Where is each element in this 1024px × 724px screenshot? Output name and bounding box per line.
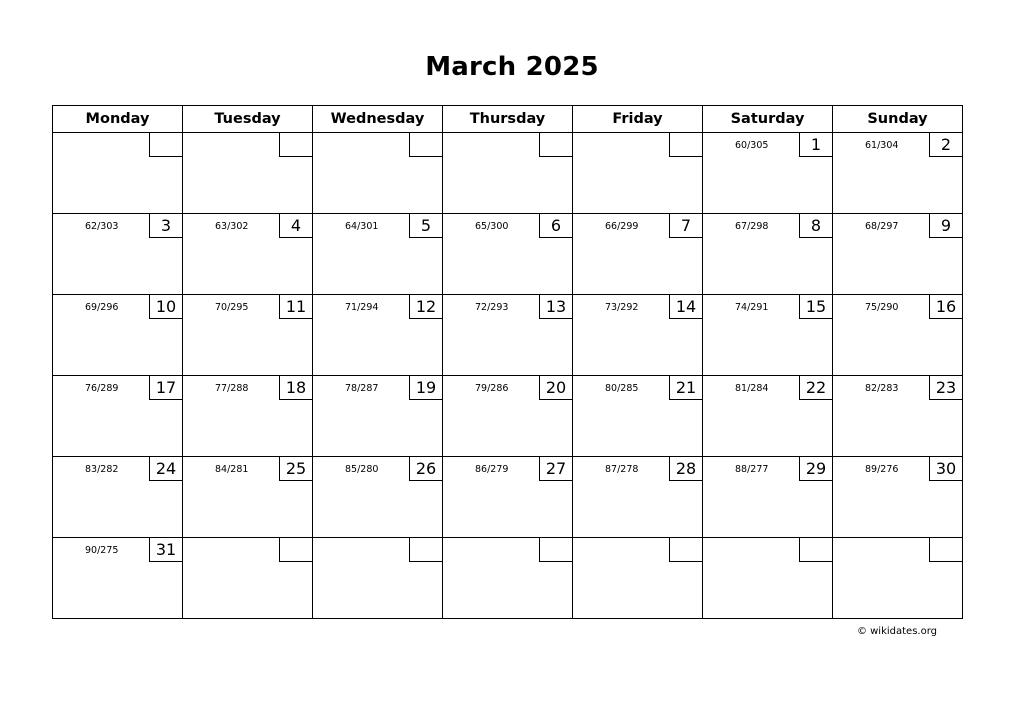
day-number-box (149, 132, 183, 157)
day-of-year-label: 68/297 (865, 221, 899, 232)
day-of-year-label: 90/275 (85, 545, 119, 556)
day-cell (573, 538, 703, 619)
day-number-box (539, 132, 573, 157)
weekday-header: Tuesday (183, 106, 313, 133)
day-of-year-label: 79/286 (475, 383, 509, 394)
day-number-box: 29 (799, 456, 833, 481)
day-number-box (799, 537, 833, 562)
day-number-box (409, 537, 443, 562)
day-of-year-label: 62/303 (85, 221, 119, 232)
day-number-box: 17 (149, 375, 183, 400)
day-cell (833, 457, 963, 538)
week-row (53, 133, 963, 214)
day-cell (573, 214, 703, 295)
day-of-year-label: 69/296 (85, 302, 119, 313)
day-number-box: 28 (669, 456, 703, 481)
day-of-year-label: 72/293 (475, 302, 509, 313)
day-number-box: 8 (799, 213, 833, 238)
copyright-footer: © wikidates.org (856, 626, 937, 637)
day-cell (573, 457, 703, 538)
day-cell (183, 457, 313, 538)
day-of-year-label: 80/285 (605, 383, 639, 394)
day-cell (313, 457, 443, 538)
day-number-box: 5 (409, 213, 443, 238)
day-number-box: 10 (149, 294, 183, 319)
calendar-body (53, 133, 963, 619)
day-cell (573, 295, 703, 376)
day-number-box (279, 132, 313, 157)
day-number-box: 16 (929, 294, 963, 319)
day-number-box: 26 (409, 456, 443, 481)
day-of-year-label: 66/299 (605, 221, 639, 232)
day-number-box: 13 (539, 294, 573, 319)
day-of-year-label: 73/292 (605, 302, 639, 313)
day-cell (703, 214, 833, 295)
day-number-box: 7 (669, 213, 703, 238)
day-cell (703, 133, 833, 214)
day-number-box: 24 (149, 456, 183, 481)
day-cell (443, 457, 573, 538)
day-of-year-label: 70/295 (215, 302, 249, 313)
week-row (53, 457, 963, 538)
day-of-year-label: 77/288 (215, 383, 249, 394)
day-cell (443, 538, 573, 619)
day-number-box: 12 (409, 294, 443, 319)
day-of-year-label: 60/305 (735, 140, 769, 151)
week-row (53, 295, 963, 376)
day-of-year-label: 61/304 (865, 140, 899, 151)
day-cell (703, 376, 833, 457)
day-cell (53, 457, 183, 538)
weekday-header: Monday (53, 106, 183, 133)
day-of-year-label: 71/294 (345, 302, 379, 313)
day-of-year-label: 89/276 (865, 464, 899, 475)
day-cell (53, 376, 183, 457)
day-cell (443, 214, 573, 295)
day-of-year-label: 87/278 (605, 464, 639, 475)
day-of-year-label: 78/287 (345, 383, 379, 394)
week-row (53, 214, 963, 295)
day-cell (53, 538, 183, 619)
day-of-year-label: 81/284 (735, 383, 769, 394)
day-number-box: 27 (539, 456, 573, 481)
day-number-box: 23 (929, 375, 963, 400)
day-cell (833, 538, 963, 619)
day-cell (703, 457, 833, 538)
day-of-year-label: 63/302 (215, 221, 249, 232)
day-number-box: 25 (279, 456, 313, 481)
day-of-year-label: 65/300 (475, 221, 509, 232)
day-number-box: 1 (799, 132, 833, 157)
day-cell (183, 376, 313, 457)
page-title: March 2025 (425, 52, 599, 82)
weekday-header-row (53, 106, 963, 133)
day-cell (183, 295, 313, 376)
day-of-year-label: 67/298 (735, 221, 769, 232)
day-number-box: 22 (799, 375, 833, 400)
day-number-box: 4 (279, 213, 313, 238)
day-number-box (409, 132, 443, 157)
day-number-box: 14 (669, 294, 703, 319)
day-of-year-label: 84/281 (215, 464, 249, 475)
day-number-box (929, 537, 963, 562)
day-number-box: 30 (929, 456, 963, 481)
day-number-box (669, 537, 703, 562)
day-of-year-label: 83/282 (85, 464, 119, 475)
day-number-box (669, 132, 703, 157)
day-of-year-label: 82/283 (865, 383, 899, 394)
weekday-header: Wednesday (313, 106, 443, 133)
day-cell (833, 133, 963, 214)
day-cell (313, 295, 443, 376)
day-number-box: 2 (929, 132, 963, 157)
day-cell (183, 133, 313, 214)
day-cell (183, 538, 313, 619)
day-cell (53, 214, 183, 295)
weekday-header: Saturday (703, 106, 833, 133)
day-cell (833, 376, 963, 457)
day-of-year-label: 86/279 (475, 464, 509, 475)
weekday-header: Friday (573, 106, 703, 133)
day-cell (183, 214, 313, 295)
day-number-box: 19 (409, 375, 443, 400)
day-cell (53, 295, 183, 376)
day-cell (703, 295, 833, 376)
day-number-box (539, 537, 573, 562)
day-of-year-label: 85/280 (345, 464, 379, 475)
day-number-box: 18 (279, 375, 313, 400)
day-number-box: 6 (539, 213, 573, 238)
day-cell (313, 214, 443, 295)
day-number-box: 15 (799, 294, 833, 319)
day-number-box (279, 537, 313, 562)
day-number-box: 9 (929, 213, 963, 238)
day-number-box: 20 (539, 375, 573, 400)
day-of-year-label: 64/301 (345, 221, 379, 232)
week-row (53, 538, 963, 619)
day-number-box: 11 (279, 294, 313, 319)
day-cell (313, 376, 443, 457)
day-cell (703, 538, 833, 619)
day-cell (313, 133, 443, 214)
day-number-box: 21 (669, 375, 703, 400)
day-cell (53, 133, 183, 214)
day-cell (443, 376, 573, 457)
week-row (53, 376, 963, 457)
day-of-year-label: 75/290 (865, 302, 899, 313)
day-cell (443, 133, 573, 214)
day-cell (573, 376, 703, 457)
calendar-grid (52, 105, 963, 619)
day-number-box: 3 (149, 213, 183, 238)
day-number-box: 31 (149, 537, 183, 562)
day-cell (313, 538, 443, 619)
weekday-header: Sunday (833, 106, 963, 133)
day-of-year-label: 76/289 (85, 383, 119, 394)
day-cell (573, 133, 703, 214)
day-cell (833, 214, 963, 295)
day-cell (833, 295, 963, 376)
day-of-year-label: 88/277 (735, 464, 769, 475)
weekday-header: Thursday (443, 106, 573, 133)
day-of-year-label: 74/291 (735, 302, 769, 313)
day-cell (443, 295, 573, 376)
